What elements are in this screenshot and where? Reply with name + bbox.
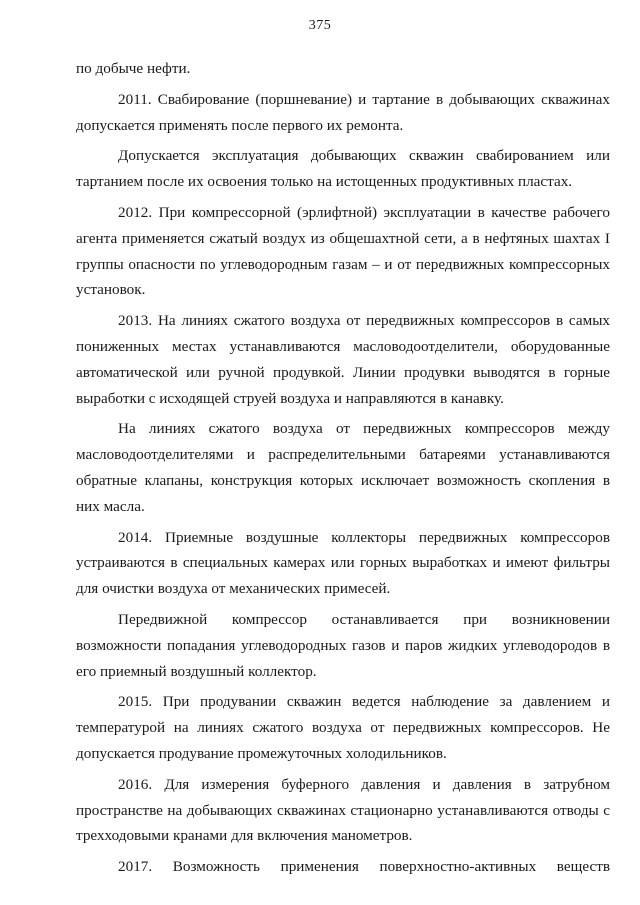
paragraph-2016: 2016. Для измерения буферного давления и давления в затрубном пространстве на добывающих скважинах стационарно устанавливаются отводы с трехходовыми кранами для включения манометров. (76, 775, 610, 845)
page-number: 375 (308, 18, 332, 33)
paragraph-2013: 2013. На линиях сжатого воздуха от передвижных компрессоров в самых пониженных местах устанавливаются масловодоотделители, оборудованные автоматической или ручной продувкой. Линии продувки выводятся в горные выработки с исходящей струей воздуха и направляются в канавку. (76, 312, 610, 407)
paragraph-continuation: по добыче нефти. (76, 60, 191, 77)
paragraph-2014: 2014. Приемные воздушные коллекторы передвижных компрессоров устраиваются в специальных камерах или горных выработках и имеют фильтры для очистки воздуха от механических примесей. (76, 528, 610, 598)
paragraph-2011: 2011. Свабирование (поршневание) и тартание в добывающих скважинах допускается применять после первого их ремонта. (76, 90, 610, 134)
paragraph-2012: 2012. При компрессорной (эрлифтной) эксплуатации в качестве рабочего агента применяется сжатый воздух из общешахтной сети, а в нефтяных шахтах I группы опасности по углеводородным газам – и от передвижных компрессорных установок. (76, 203, 610, 299)
paragraph-2015: 2015. При продувании скважин ведется наблюдение за давлением и температурой на линиях сжатого воздуха от передвижных компрессоров. Не допускается продувание промежуточных холодильников. (76, 693, 610, 762)
paragraph-2013-cont: На линиях сжатого воздуха от передвижных компрессоров между масловодоотделителями и распределительными батареями устанавливаются обратные клапаны, конструкция которых исключает возможность скопления в них масла. (76, 420, 610, 515)
paragraph-2011-cont: Допускается эксплуатация добывающих скважин свабированием или тартанием после их освоения только на истощенных продуктивных пластах. (76, 147, 610, 191)
document-body (76, 56, 610, 885)
paragraph-2017: 2017. Возможность применения поверхностно-активных веществ (118, 858, 610, 876)
paragraph-2014-cont: Передвижной компрессор останавливается при возникновении возможности попадания углеводородных газов и паров жидких углеводородов в его приемный воздушный коллектор. (76, 610, 610, 680)
